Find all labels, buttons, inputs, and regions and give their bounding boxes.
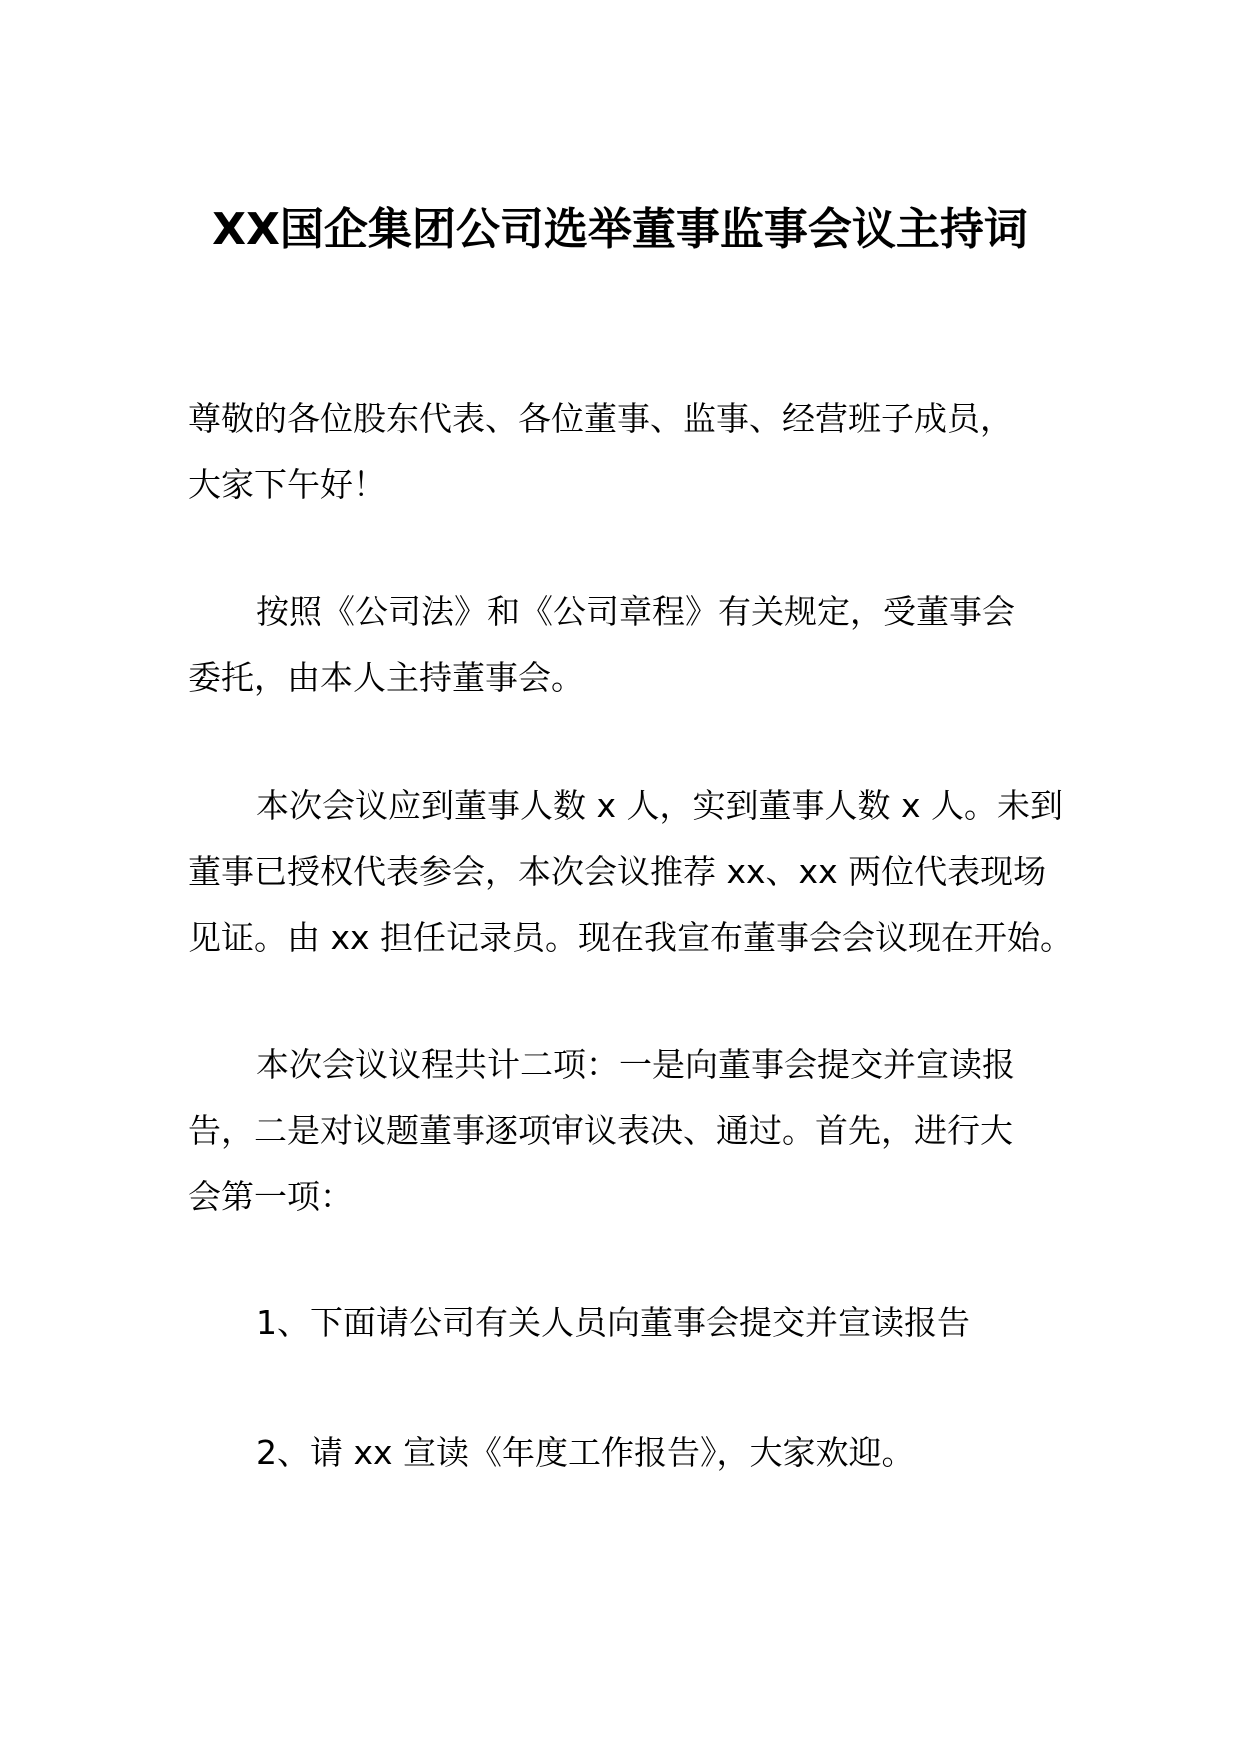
agenda-line: 本次会议议程共计二项：一是向董事会提交并宣读报 xyxy=(256,1045,1015,1084)
agenda-paragraph xyxy=(188,1032,1058,1230)
agenda-item-2 xyxy=(188,1420,1058,1486)
agenda-line: 会第一项： xyxy=(188,1177,353,1216)
greeting-line: 尊敬的各位股东代表、各位董事、监事、经营班子成员， xyxy=(188,399,1013,438)
greeting-paragraph xyxy=(188,386,1058,518)
greeting-line: 大家下午好！ xyxy=(188,465,386,504)
intro-line: 委托，由本人主持董事会。 xyxy=(188,658,584,697)
document-title: XX国企集团公司选举董事监事会议主持词 xyxy=(212,204,1028,255)
agenda-item-text: 1、下面请公司有关人员向董事会提交并宣读报告 xyxy=(256,1303,970,1342)
attendance-line: 见证。由 xx 担任记录员。现在我宣布董事会会议现在开始。 xyxy=(188,918,1074,957)
agenda-item-text: 2、请 xx 宣读《年度工作报告》，大家欢迎。 xyxy=(256,1433,915,1472)
agenda-line: 告，二是对议题董事逐项审议表决、通过。首先，进行大 xyxy=(188,1111,1013,1150)
intro-paragraph xyxy=(188,579,1058,711)
attendance-line: 本次会议应到董事人数 x 人，实到董事人数 x 人。未到 xyxy=(256,786,1064,825)
attendance-line: 董事已授权代表参会，本次会议推荐 xx、xx 两位代表现场 xyxy=(188,852,1047,891)
agenda-item-1 xyxy=(188,1290,1058,1356)
attendance-paragraph xyxy=(188,773,1074,971)
intro-line: 按照《公司法》和《公司章程》有关规定，受董事会 xyxy=(256,592,1015,631)
